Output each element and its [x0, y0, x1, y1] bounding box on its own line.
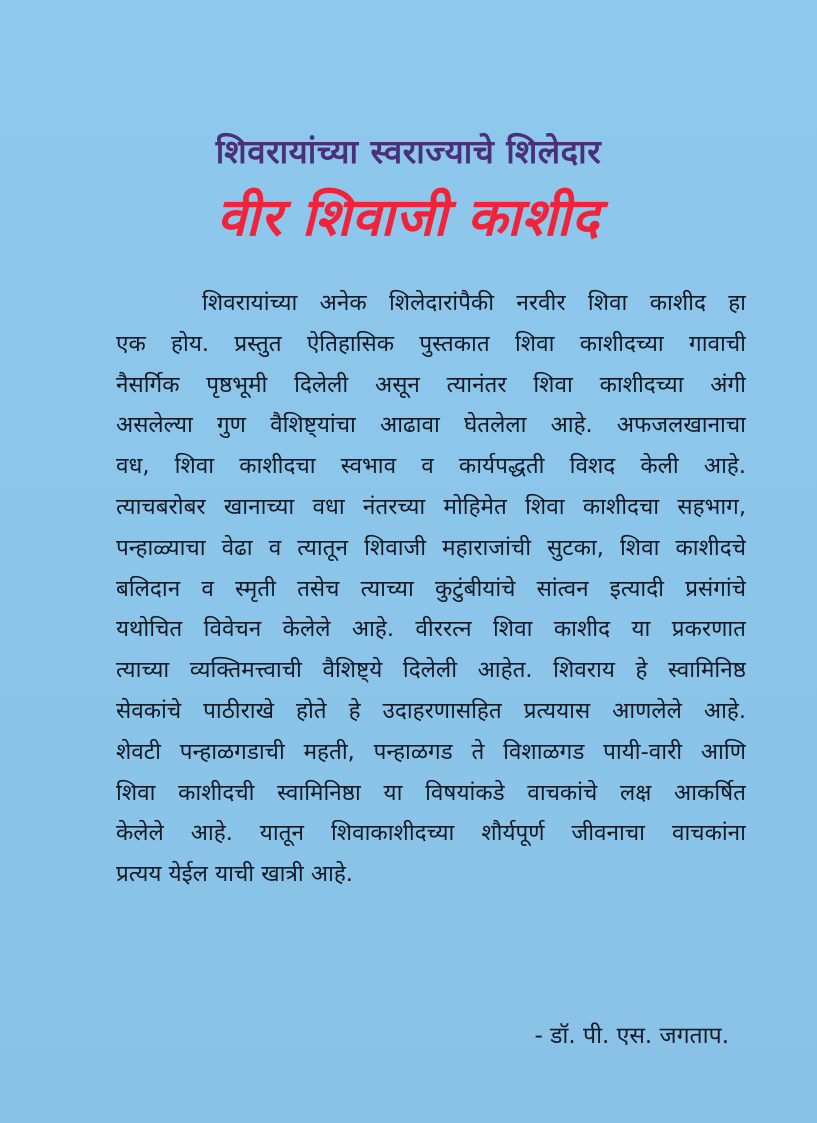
blurb-line: नैसर्गिक पृष्ठभूमी दिलेली असून त्यानंतर शिवा काशीदच्या अंगी	[116, 371, 746, 398]
blurb-line: असलेल्या गुण वैशिष्ट्यांचा आढावा घेतलेला आहे. अफजलखानाचा	[116, 412, 746, 439]
cover-title: वीर शिवाजी काशीद	[217, 188, 600, 248]
blurb-text	[116, 283, 746, 895]
blurb-line: सेवकांचे पाठीराखे होते हे उदाहरणासहित प्रत्ययास आणलेले आहे.	[116, 697, 746, 724]
blurb-line: यथोचित विवेचन केलेले आहे. वीररत्न शिवा काशीद या प्रकरणात	[116, 616, 746, 643]
blurb-line: एक होय. प्रस्तुत ऐतिहासिक पुस्तकात शिवा काशीदच्या गावाची	[116, 330, 746, 357]
blurb-line: पन्हाळ्याचा वेढा व त्यातून शिवाजी महाराजांची सुटका, शिवा काशीदचे	[116, 534, 746, 561]
blurb-line: प्रत्यय येईल याची खात्री आहे.	[116, 861, 353, 888]
blurb-line: त्याच्या व्यक्तिमत्त्वाची वैशिष्ट्ये दिलेली आहेत. शिवराय हे स्वामिनिष्ठ	[116, 657, 746, 684]
blurb-line: केलेले आहे. यातून शिवाकाशीदच्या शौर्यपूर्ण जीवनाचा वाचकांना	[116, 820, 746, 847]
blurb-line: शिवरायांच्या अनेक शिलेदारांपैकी नरवीर शिवा काशीद हा	[202, 290, 746, 316]
author-signature: - डॉ. पी. एस. जगताप.	[534, 1023, 729, 1049]
blurb-line: वध, शिवा काशीदचा स्वभाव व कार्यपद्धती विशद केली आहे.	[116, 453, 746, 480]
blurb-line: शेवटी पन्हाळगडाची महती, पन्हाळगड ते विशाळगड पायी-वारी आणि	[116, 738, 746, 765]
blurb-line: शिवा काशीदची स्वामिनिष्ठा या विषयांकडे वाचकांचे लक्ष आकर्षित	[116, 779, 746, 806]
blurb-line: बलिदान व स्मृती तसेच त्याच्या कुटुंबीयांचे सांत्वन इत्यादी प्रसंगांचे	[116, 575, 746, 602]
blurb-line: त्याचबरोबर खानाच्या वधा नंतरच्या मोहिमेत शिवा काशीदचा सहभाग,	[116, 493, 746, 520]
cover-subtitle: शिवरायांच्या स्वराज्याचे शिलेदार	[215, 132, 602, 171]
